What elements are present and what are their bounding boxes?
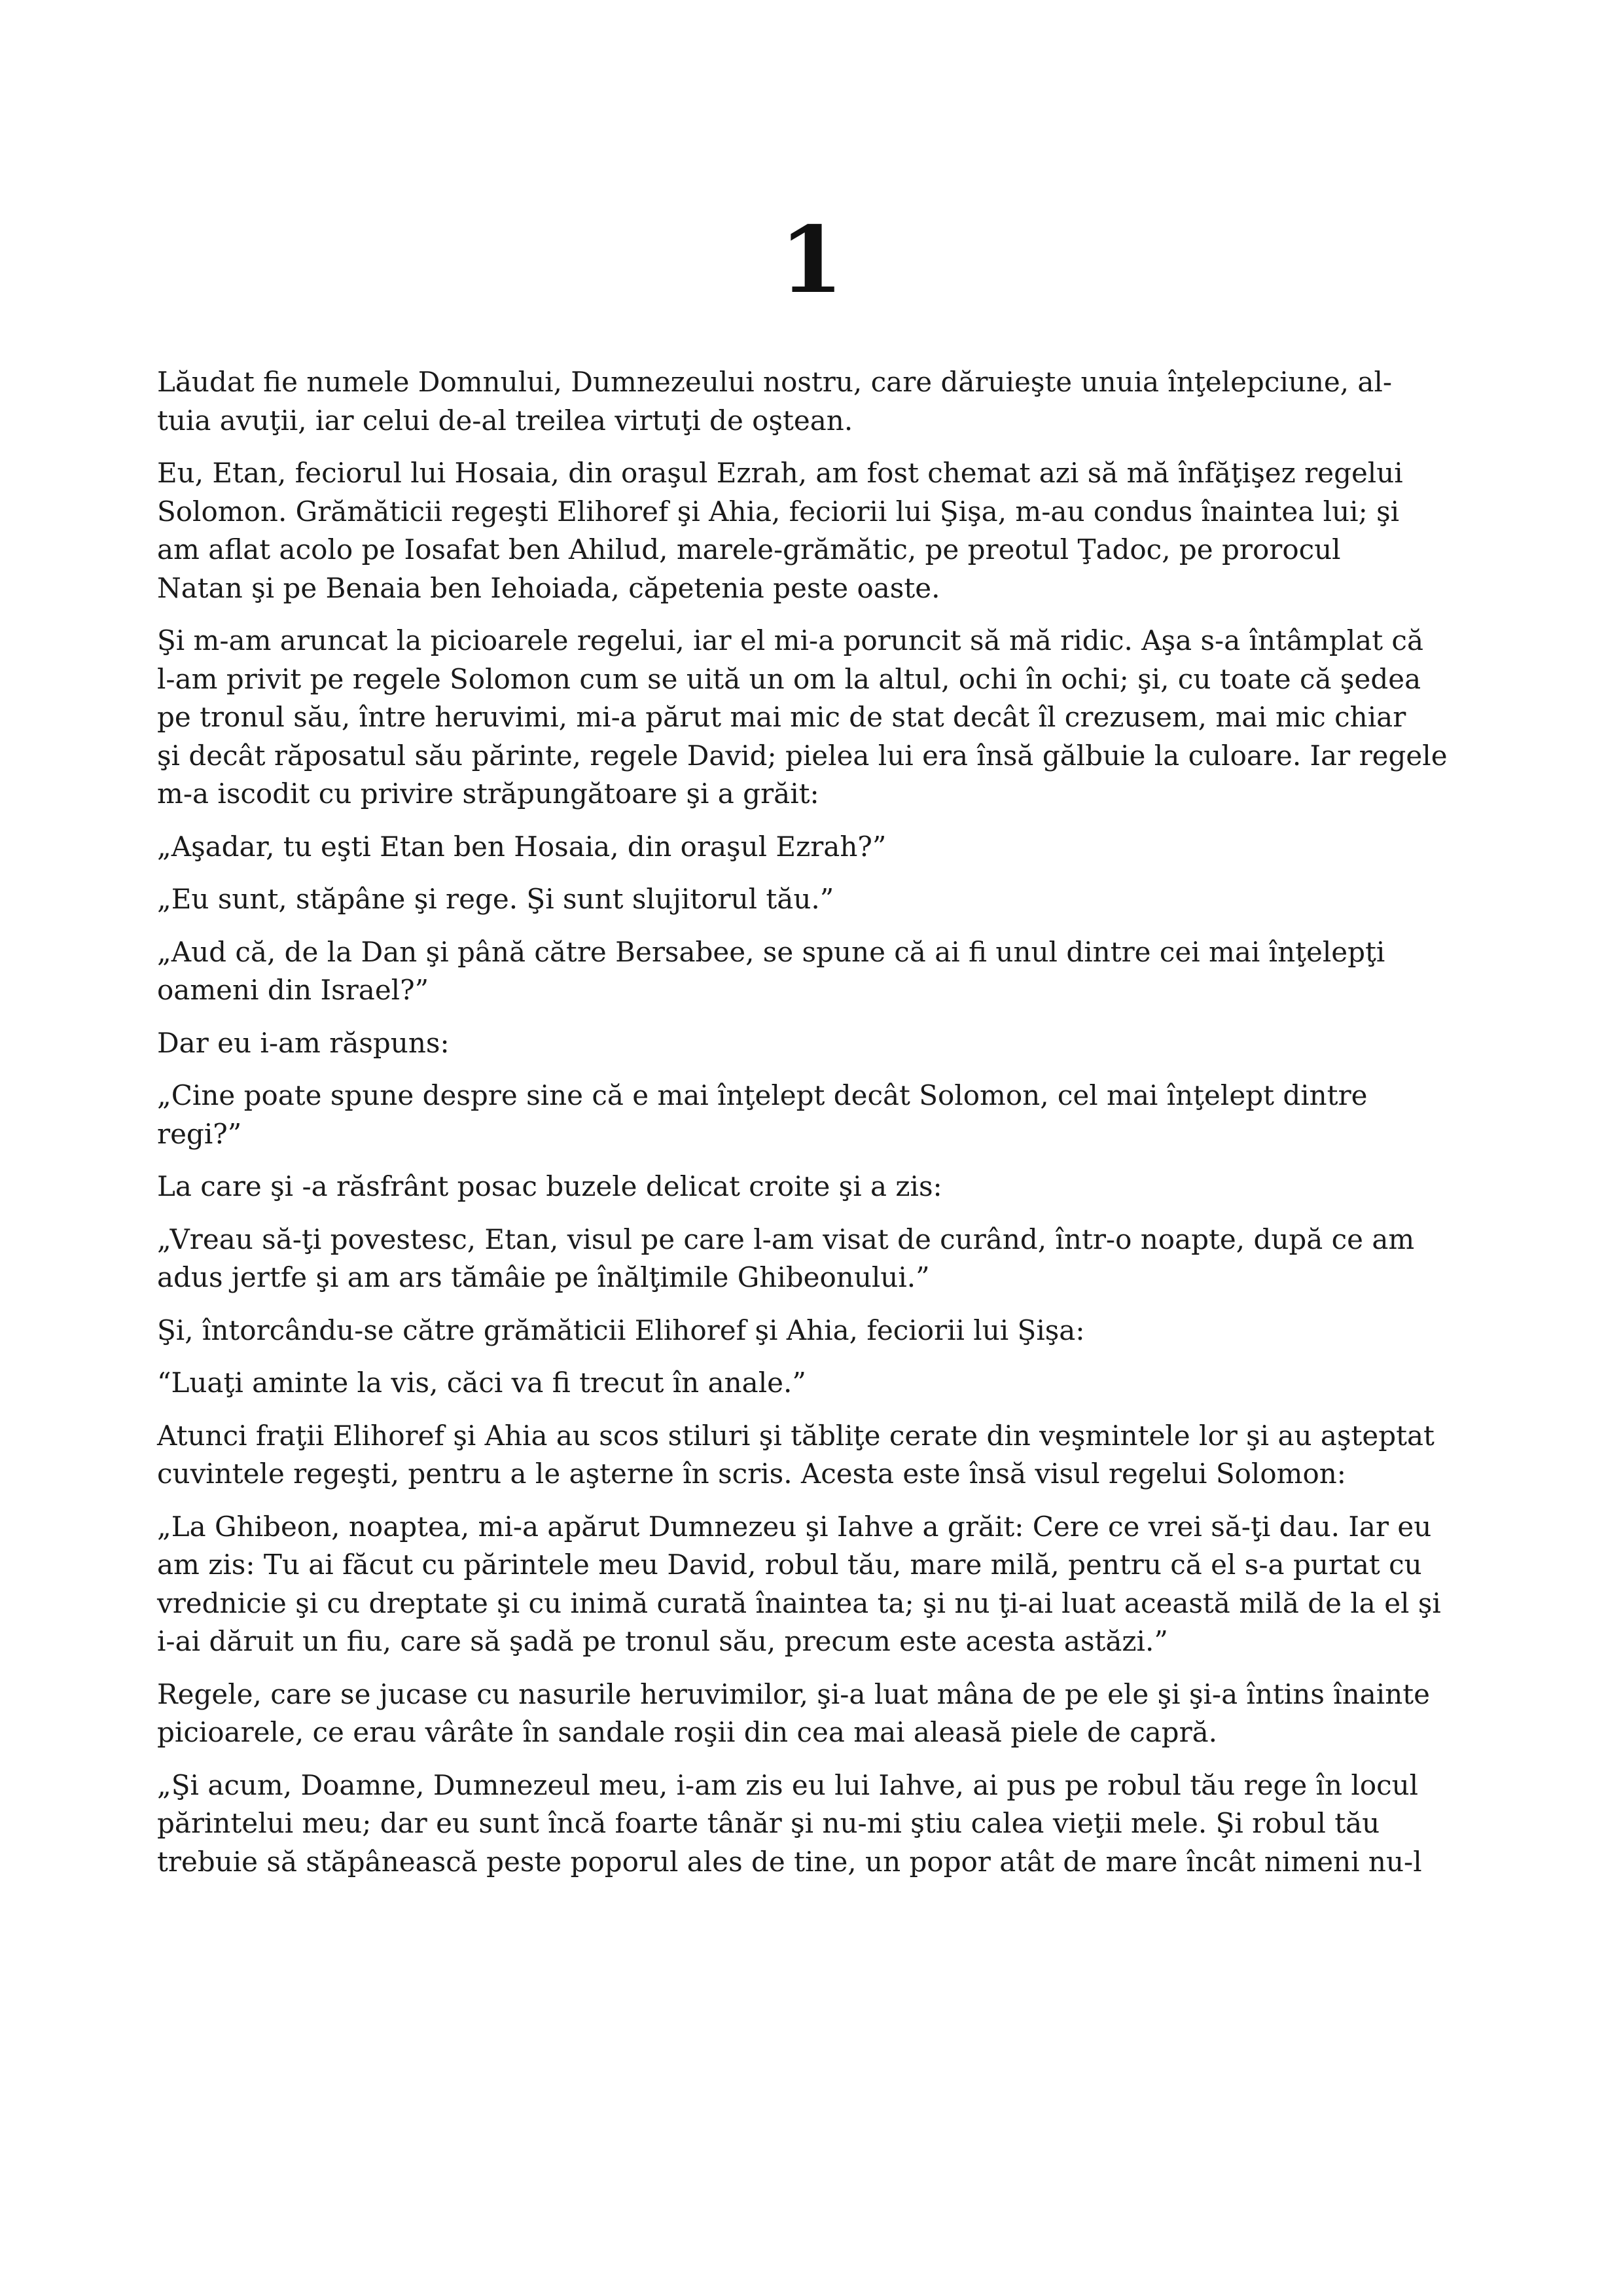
paragraph: „Aşadar, tu eşti Etan ben Hosaia, din oraşul Ezrah?”	[157, 830, 887, 863]
paragraph: La care şi -a răsfrânt posac buzele delicat croite şi a zis:	[157, 1170, 942, 1202]
paragraph: Şi m-am aruncat la picioarele regelui, iar el mi-a poruncit să mă ridic. Aşa s-a întâmplat că l-am privit pe regele Solomon cum se uită un om la altul, ochi în ochi; şi, cu toate că şedea pe tronul său, între heruvimi, mi-a părut mai mic de stat decât îl crezusem, mai mic chiar şi decât răposatul său părinte, regele David; pielea lui era însă gălbuie la culoare. Iar regele m-a iscodit cu privire străpungătoare şi a grăit:	[157, 624, 1448, 810]
paragraph: „La Ghibeon, noaptea, mi-a apărut Dumnezeu şi Iahve a grăit: Cere ce vrei să-ţi dau. Iar eu am zis: Tu ai făcut cu părintele meu David, robul tău, mare milă, pentru că el s-a purtat cu vrednicie şi cu dreptate şi cu inimă curată înaintea ta; şi nu ţi-ai luat această milă de la el şi i-ai dăruit un fiu, care să şadă pe tronul său, precum este acesta astăzi.”	[157, 1510, 1441, 1657]
paragraph: “Luaţi aminte la vis, căci va fi trecut în anale.”	[157, 1367, 806, 1399]
paragraph: Atunci fraţii Elihoref şi Ahia au scos stiluri şi tăbliţe cerate din veşmintele lor şi au aşteptat cuvintele regeşti, pentru a le aşterne în scris. Acesta este însă visul regelui Solomon:	[157, 1419, 1435, 1490]
paragraph: Lăudat fie numele Domnului, Dumnezeului nostru, care dăruieşte unuia înţelepciune, al- tuia avuţii, iar celui de-al treilea virtuţi de oştean.	[157, 366, 1393, 437]
paragraph: Şi, întorcându-se către grămăticii Elihoref şi Ahia, feciorii lui Şişa:	[157, 1314, 1085, 1346]
paragraph: „Cine poate spune despre sine că e mai înţelept decât Solomon, cel mai înţelept dintre regi?”	[157, 1079, 1368, 1150]
paragraph: „Vreau să-ţi povestesc, Etan, visul pe care l-am visat de curând, într-o noapte, după ce am adus jertfe şi am ars tămâie pe înălţimile Ghibeonului.”	[157, 1223, 1415, 1293]
paragraph: Eu, Etan, feciorul lui Hosaia, din oraşul Ezrah, am fost chemat azi să mă înfăţişez regelui Solomon. Grămăticii regeşti Elihoref şi Ahia, feciorii lui Şişa, m-au condus înaintea lui; şi am aflat acolo pe Iosafat ben Ahilud, marele-grămătic, pe preotul Ţadoc, pe prorocul Natan şi pe Benaia ben Iehoiada, căpetenia peste oaste.	[157, 457, 1403, 604]
paragraph: „Eu sunt, stăpâne şi rege. Şi sunt slujitorul tău.”	[157, 883, 834, 915]
paragraph: Regele, care se jucase cu nasurile heruvimilor, şi-a luat mâna de pe ele şi şi-a întins înainte picioarele, ce erau vârâte în sandale roşii din cea mai aleasă piele de capră.	[157, 1677, 1431, 1748]
chapter-body	[157, 363, 1472, 1895]
chapter-number: 1	[779, 207, 844, 314]
paragraph: „Şi acum, Doamne, Dumnezeul meu, i-am zis eu lui Iahve, ai pus pe robul tău rege în locul părintelui meu; dar eu sunt încă foarte tânăr şi nu-mi ştiu calea vieţii mele. Şi robul tău trebuie să stăpânească peste poporul ales de tine, un popor atât de mare încât nimeni nu-l	[157, 1768, 1422, 1878]
paragraph: Dar eu i-am răspuns:	[157, 1026, 450, 1059]
paragraph: „Aud că, de la Dan şi până către Bersabee, se spune că ai fi unul dintre cei mai înţelepţi oameni din Israel?”	[157, 935, 1385, 1006]
